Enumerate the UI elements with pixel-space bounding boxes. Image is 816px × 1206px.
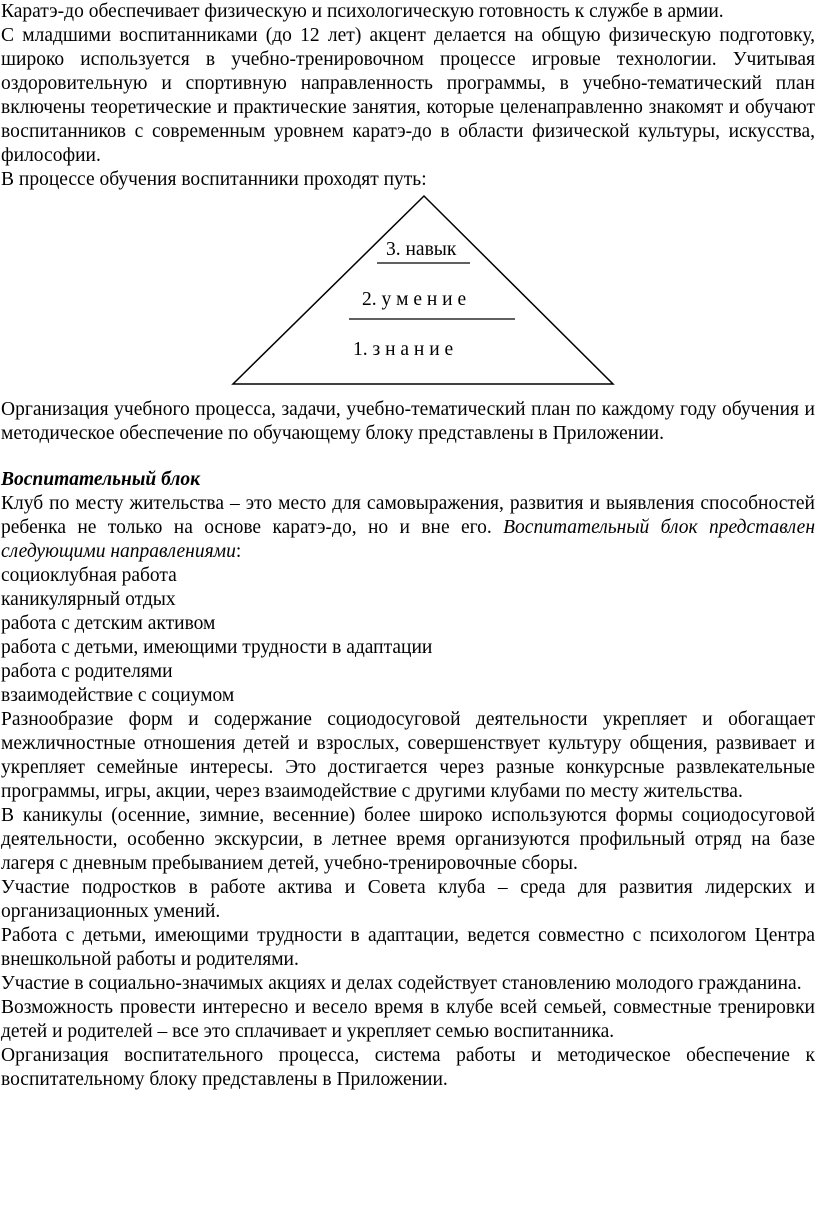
pyramid-level-3-label: 3. навык [386, 239, 457, 260]
organization-paragraph: Организация учебного процесса, задачи, учебно-тематический план по каждому году обучения и методическое обеспечение по обучающему блоку представлены в Приложении. [1, 399, 815, 444]
learning-pyramid-diagram [1, 192, 815, 398]
direction-item: работа с детским активом [1, 613, 216, 634]
body-paragraph: Организация воспитательного процесса, система работы и методическое обеспечение к воспитательному блоку представлены в Приложении. [1, 1045, 815, 1090]
club-paragraph [1, 492, 815, 564]
intro-paragraph-1: Каратэ-до обеспечивает физическую и психологическую готовность к службе в армии. [1, 1, 724, 22]
club-italic-text: Воспитательный блок представлен следующими направлениями [1, 517, 815, 562]
intro-paragraph-3: В процессе обучения воспитанники проходят путь: [1, 169, 427, 190]
section-heading: Воспитательный блок [1, 469, 200, 490]
body-paragraph: Возможность провести интересно и весело время в клубе всей семьей, совместные тренировки детей и родителей – все это сплачивает и укрепляет семью воспитанника. [1, 997, 815, 1042]
body-paragraph: Участие в социально-значимых акциях и делах содействует становлению молодого гражданина. [1, 973, 802, 994]
intro-paragraph-2: С младшими воспитанниками (до 12 лет) акцент делается на общую физическую подготовку, широко используется в учебно-тренировочном процессе игровые технологии. Учитывая оздоровительную и спортивную направленность программы, в учебно-тематический план включены теоретические и практические занятия, которые целенаправленно знакомят и обучают воспитанников с современным уровнем каратэ-до в области физической культуры, искусства, философии. [1, 25, 815, 166]
pyramid-level-1-label: 1. з н а н и е [353, 339, 454, 360]
club-colon: : [235, 541, 242, 562]
body-paragraph: В каникулы (осенние, зимние, весенние) более широко используются формы социодосуговой деятельности, особенно экскурсии, в летнее время организуются профильный отряд на базе лагеря с дневным пребыванием детей, учебно-тренировочные сборы. [1, 805, 815, 874]
direction-item: каникулярный отдых [1, 589, 176, 610]
club-text: Клуб по месту жительства – это место для самовыражения, развития и выявления способностей ребенка не только на основе каратэ-до, но и вне его. [1, 493, 815, 538]
pyramid-level-2-label: 2. у м е н и е [362, 289, 467, 310]
blank-line [1, 446, 815, 468]
direction-item: социоклубная работа [1, 565, 177, 586]
direction-item: работа с родителями [1, 661, 173, 682]
body-paragraph: Работа с детьми, имеющими трудности в адаптации, ведется совместно с психологом Центра внешкольной работы и родителями. [1, 925, 815, 970]
body-paragraph: Участие подростков в работе актива и Совета клуба – среда для развития лидерских и организационных умений. [1, 877, 815, 922]
direction-item: взаимодействие с социумом [1, 685, 235, 706]
body-paragraph: Разнообразие форм и содержание социодосуговой деятельности укрепляет и обогащает межличностные отношения детей и взрослых, совершенствует культуру общения, развивает и укрепляет семейные интересы. Это достигается через разные конкурсные развлекательные программы, игры, акции, через взаимодействие с другими клубами по месту жительства. [1, 709, 815, 802]
direction-item: работа с детьми, имеющими трудности в адаптации [1, 637, 433, 658]
